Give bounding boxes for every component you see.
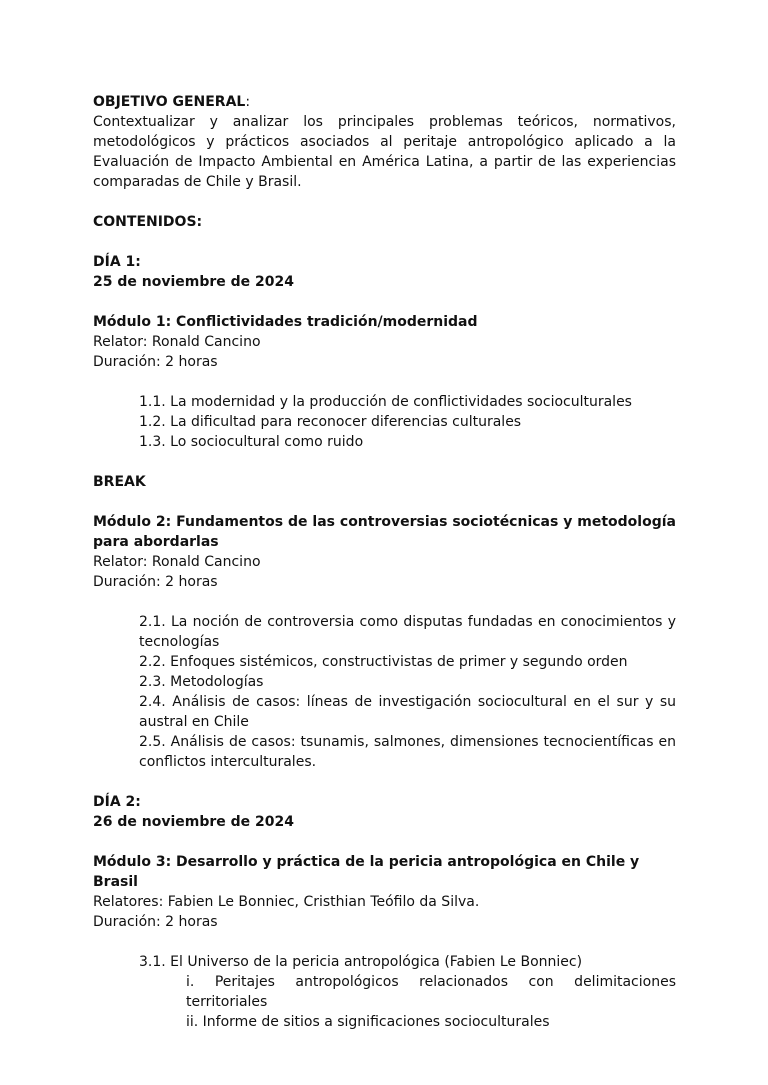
dia2-date: 26 de noviembre de 2024 <box>93 814 294 830</box>
list-item: 2.5. Análisis de casos: tsunamis, salmones, dimensiones tecnocientíficas en conflictos interculturales. <box>139 734 676 770</box>
objetivo-text: Contextualizar y analizar los principales problemas teóricos, normativos, metodológicos y prácticos asociados al peritaje antropológico aplicado a la Evaluación de Impacto Ambiental en América Latina, a partir de las experiencias comparadas de Chile y Brasil. <box>93 114 676 190</box>
modulo1-relator: Relator: Ronald Cancino <box>93 334 261 350</box>
modulo2-duracion: Duración: 2 horas <box>93 574 218 590</box>
modulo3-sublist <box>93 972 676 1032</box>
dia1-label: DÍA 1: <box>93 254 141 270</box>
objetivo-heading-line <box>93 92 676 112</box>
modulo1-title: Módulo 1: Conflictividades tradición/modernidad <box>93 314 478 330</box>
modulo1-duracion: Duración: 2 horas <box>93 354 218 370</box>
modulo1-list <box>93 392 676 452</box>
objetivo-heading-colon: : <box>245 94 251 110</box>
dia2-label: DÍA 2: <box>93 794 141 810</box>
modulo2-relator: Relator: Ronald Cancino <box>93 554 261 570</box>
modulo2-list <box>93 612 676 772</box>
list-item: 1.3. Lo sociocultural como ruido <box>139 434 364 450</box>
document-body <box>93 92 676 1032</box>
break-label: BREAK <box>93 474 146 490</box>
dia1-date: 25 de noviembre de 2024 <box>93 274 294 290</box>
list-item: 2.3. Metodologías <box>139 674 264 690</box>
modulo3-list <box>93 952 676 972</box>
list-item: 1.2. La dificultad para reconocer diferencias culturales <box>139 414 522 430</box>
list-item: 1.1. La modernidad y la producción de conflictividades socioculturales <box>139 394 632 410</box>
sublist-item: ii. Informe de sitios a significaciones socioculturales <box>186 1014 550 1030</box>
sublist-item: i. Peritajes antropológicos relacionados con delimitaciones territoriales <box>186 974 676 1010</box>
modulo3-relator: Relatores: Fabien Le Bonniec, Cristhian Teófilo da Silva. <box>93 894 480 910</box>
contenidos-heading: CONTENIDOS: <box>93 214 203 230</box>
list-item: 2.1. La noción de controversia como disputas fundadas en conocimientos y tecnologías <box>139 614 676 650</box>
objetivo-heading: OBJETIVO GENERAL <box>93 94 246 110</box>
list-item: 2.4. Análisis de casos: líneas de investigación sociocultural en el sur y su austral en Chile <box>139 694 676 730</box>
modulo3-title: Módulo 3: Desarrollo y práctica de la pericia antropológica en Chile y Brasil <box>93 854 640 890</box>
list-item: 2.2. Enfoques sistémicos, constructivistas de primer y segundo orden <box>139 654 628 670</box>
modulo3-duracion: Duración: 2 horas <box>93 914 218 930</box>
list-item: 3.1. El Universo de la pericia antropológica (Fabien Le Bonniec) <box>139 954 583 970</box>
modulo2-title: Módulo 2: Fundamentos de las controversias sociotécnicas y metodología para abordarlas <box>93 514 676 550</box>
